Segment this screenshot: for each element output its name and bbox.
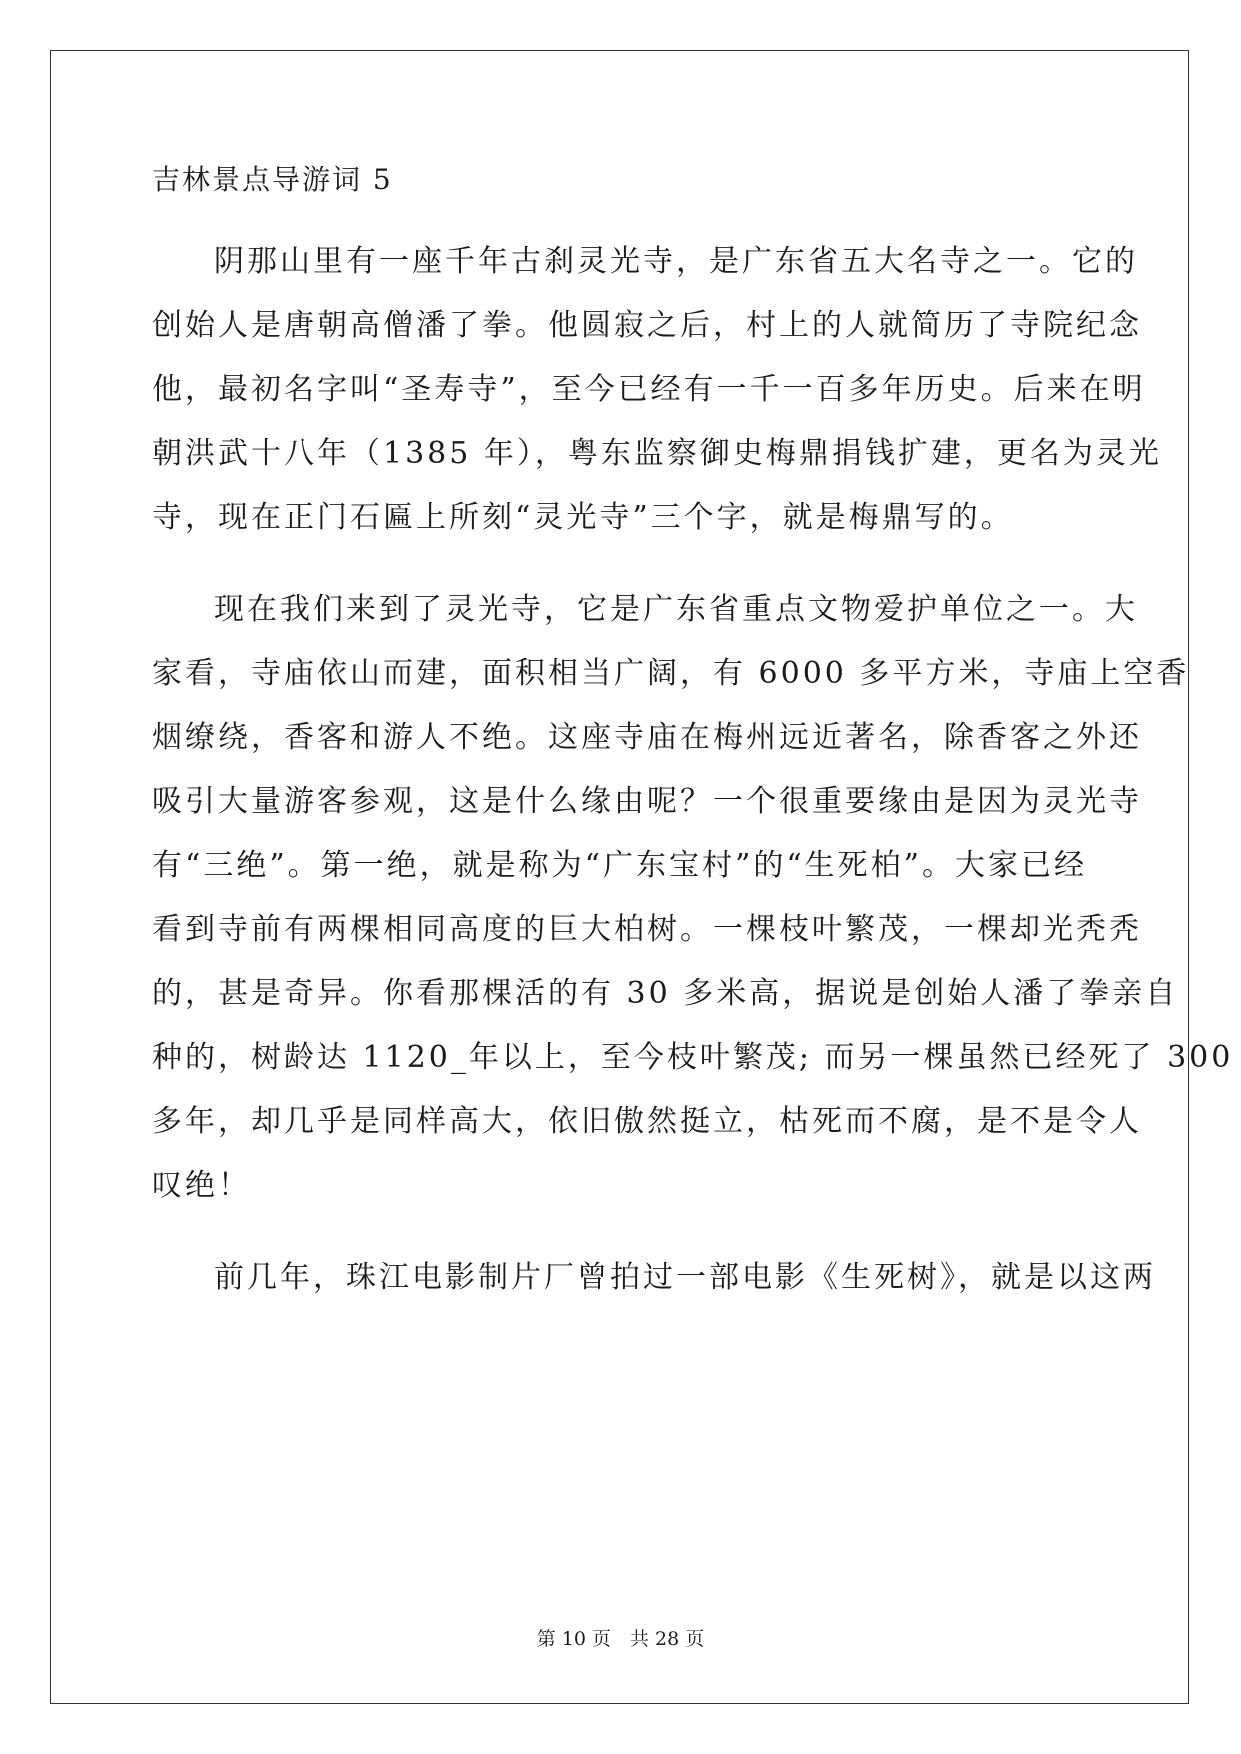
- paragraph-3: [152, 1246, 1156, 1310]
- text-line: 寺，现在正门石匾上所刻“灵光寺”三个字，就是梅鼎写的。: [152, 500, 1014, 535]
- text-line: 前几年，珠江电影制片厂曾拍过一部电影《生死树》，就是以这两: [214, 1260, 1156, 1295]
- text-line: 现在我们来到了灵光寺，它是广东省重点文物爱护单位之一。大: [214, 592, 1138, 627]
- paragraph-2: [152, 578, 1234, 1218]
- text-line: 创始人是唐朝高僧潘了拳。他圆寂之后，村上的人就简历了寺院纪念: [152, 308, 1142, 343]
- text-line: 阴那山里有一座千年古刹灵光寺，是广东省五大名寺之一。它的: [214, 244, 1138, 279]
- text-line: 吸引大量游客参观，这是什么缘由呢？一个很重要缘由是因为灵光寺: [152, 784, 1142, 819]
- text-line: 叹绝！: [152, 1168, 251, 1203]
- page-number-footer: 第 10 页 共 28 页: [536, 1628, 705, 1650]
- document-title: 吉林景点导游词 5: [152, 163, 393, 196]
- text-line: 他，最初名字叫“圣寿寺”，至今已经有一千一百多年历史。后来在明: [152, 372, 1146, 407]
- document-body: [152, 160, 1234, 1338]
- text-line: 烟缭绕，香客和游人不绝。这座寺庙在梅州远近著名，除香客之外还: [152, 720, 1142, 755]
- text-line: 家看，寺庙依山而建，面积相当广阔，有 6000 多平方米，寺庙上空香: [152, 656, 1190, 691]
- text-line: 朝洪武十八年（1385 年），粤东监察御史梅鼎捐钱扩建，更名为灵光: [152, 436, 1162, 471]
- text-line: 有“三绝”。第一绝，就是称为“广东宝村”的“生死柏”。大家已经: [152, 848, 1088, 883]
- text-line: 看到寺前有两棵相同高度的巨大柏树。一棵枝叶繁茂，一棵却光秃秃: [152, 912, 1142, 947]
- paragraph-1: [152, 230, 1162, 550]
- text-line: 种的，树龄达 1120_年以上，至今枝叶繁茂; 而另一棵虽然已经死了 300: [152, 1040, 1234, 1075]
- text-line: 多年，却几乎是同样高大，依旧傲然挺立，枯死而不腐，是不是令人: [152, 1104, 1142, 1139]
- text-line: 的，甚是奇异。你看那棵活的有 30 多米高，据说是创始人潘了拳亲自: [152, 976, 1179, 1011]
